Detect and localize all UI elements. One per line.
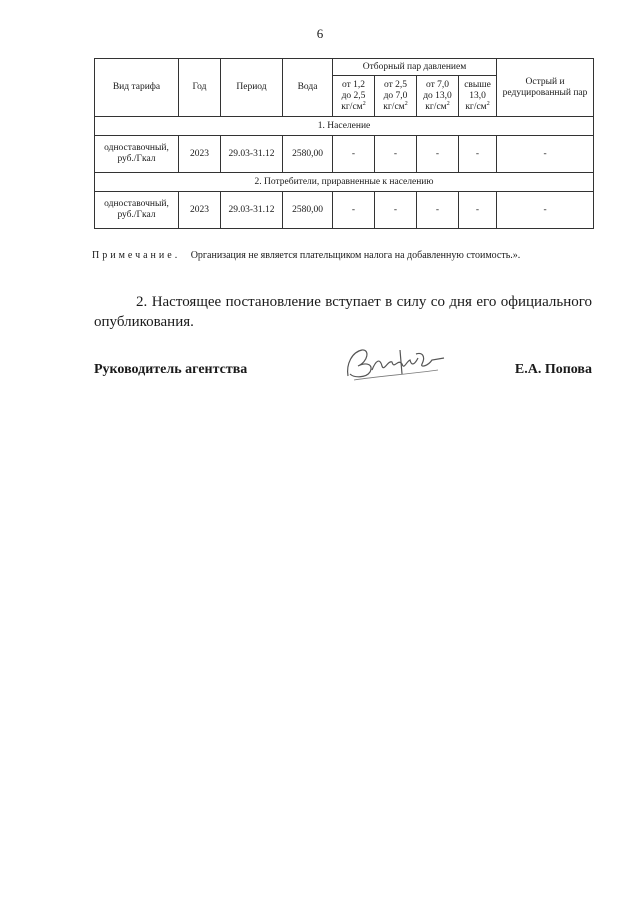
header-steam-4: свыше 13,0 $кг/см^2$ <box>459 76 497 117</box>
group-title: 2. Потребители, приравненные к населению <box>95 173 594 192</box>
cell-water: 2580,00 <box>283 192 333 229</box>
header-steam-1: от 1,2 до 2,5 $кг/см^2$ <box>333 76 375 117</box>
cell-steam-1: - <box>333 192 375 229</box>
cell-steam-1: - <box>333 136 375 173</box>
cell-steam-4: - <box>459 136 497 173</box>
note-label: Примечание. <box>92 250 181 261</box>
signatory-title: Руководитель агентства <box>94 362 248 377</box>
cell-year: 2023 <box>179 192 221 229</box>
header-steam-2: от 2,5 до 7,0 $кг/см^2$ <box>375 76 417 117</box>
group-title-row <box>95 117 594 136</box>
cell-steam-4: - <box>459 192 497 229</box>
cell-period: 29.03-31.12 <box>221 192 283 229</box>
note <box>92 250 520 261</box>
cell-steam-3: - <box>417 192 459 229</box>
cell-tariff: одноставочный, руб./Гкал <box>95 136 179 173</box>
header-steam-3: от 7,0 до 13,0 $кг/см^2$ <box>417 76 459 117</box>
cell-water: 2580,00 <box>283 136 333 173</box>
header-period: Период <box>221 59 283 117</box>
header-sharp-steam: Острый и редуцированный пар <box>497 59 594 117</box>
cell-sharp-steam: - <box>497 192 594 229</box>
cell-sharp-steam: - <box>497 136 594 173</box>
cell-year: 2023 <box>179 136 221 173</box>
header-water: Вода <box>283 59 333 117</box>
note-text: Организация не является плательщиком налога на добавленную стоимость.». <box>190 250 521 261</box>
table-row <box>95 136 594 173</box>
group-title-row <box>95 173 594 192</box>
group-title: 1. Население <box>95 117 594 136</box>
header-selective-steam: Отборный пар давлением <box>333 59 497 76</box>
cell-steam-3: - <box>417 136 459 173</box>
cell-steam-2: - <box>375 136 417 173</box>
page-number: 6 <box>316 26 324 41</box>
body-paragraph: 2. Настоящее постановление вступает в силу со дня его официального опубликования. <box>94 294 592 330</box>
header-row-1 <box>95 59 594 76</box>
header-tariff-type: Вид тарифа <box>95 59 179 117</box>
table-row <box>95 192 594 229</box>
signatory-name: Е.А. Попова <box>514 362 592 377</box>
header-year: Год <box>179 59 221 117</box>
cell-period: 29.03-31.12 <box>221 136 283 173</box>
cell-steam-2: - <box>375 192 417 229</box>
handwritten-signature <box>340 340 450 388</box>
cell-tariff: одноставочный, руб./Гкал <box>95 192 179 229</box>
tariff-table <box>94 58 594 229</box>
